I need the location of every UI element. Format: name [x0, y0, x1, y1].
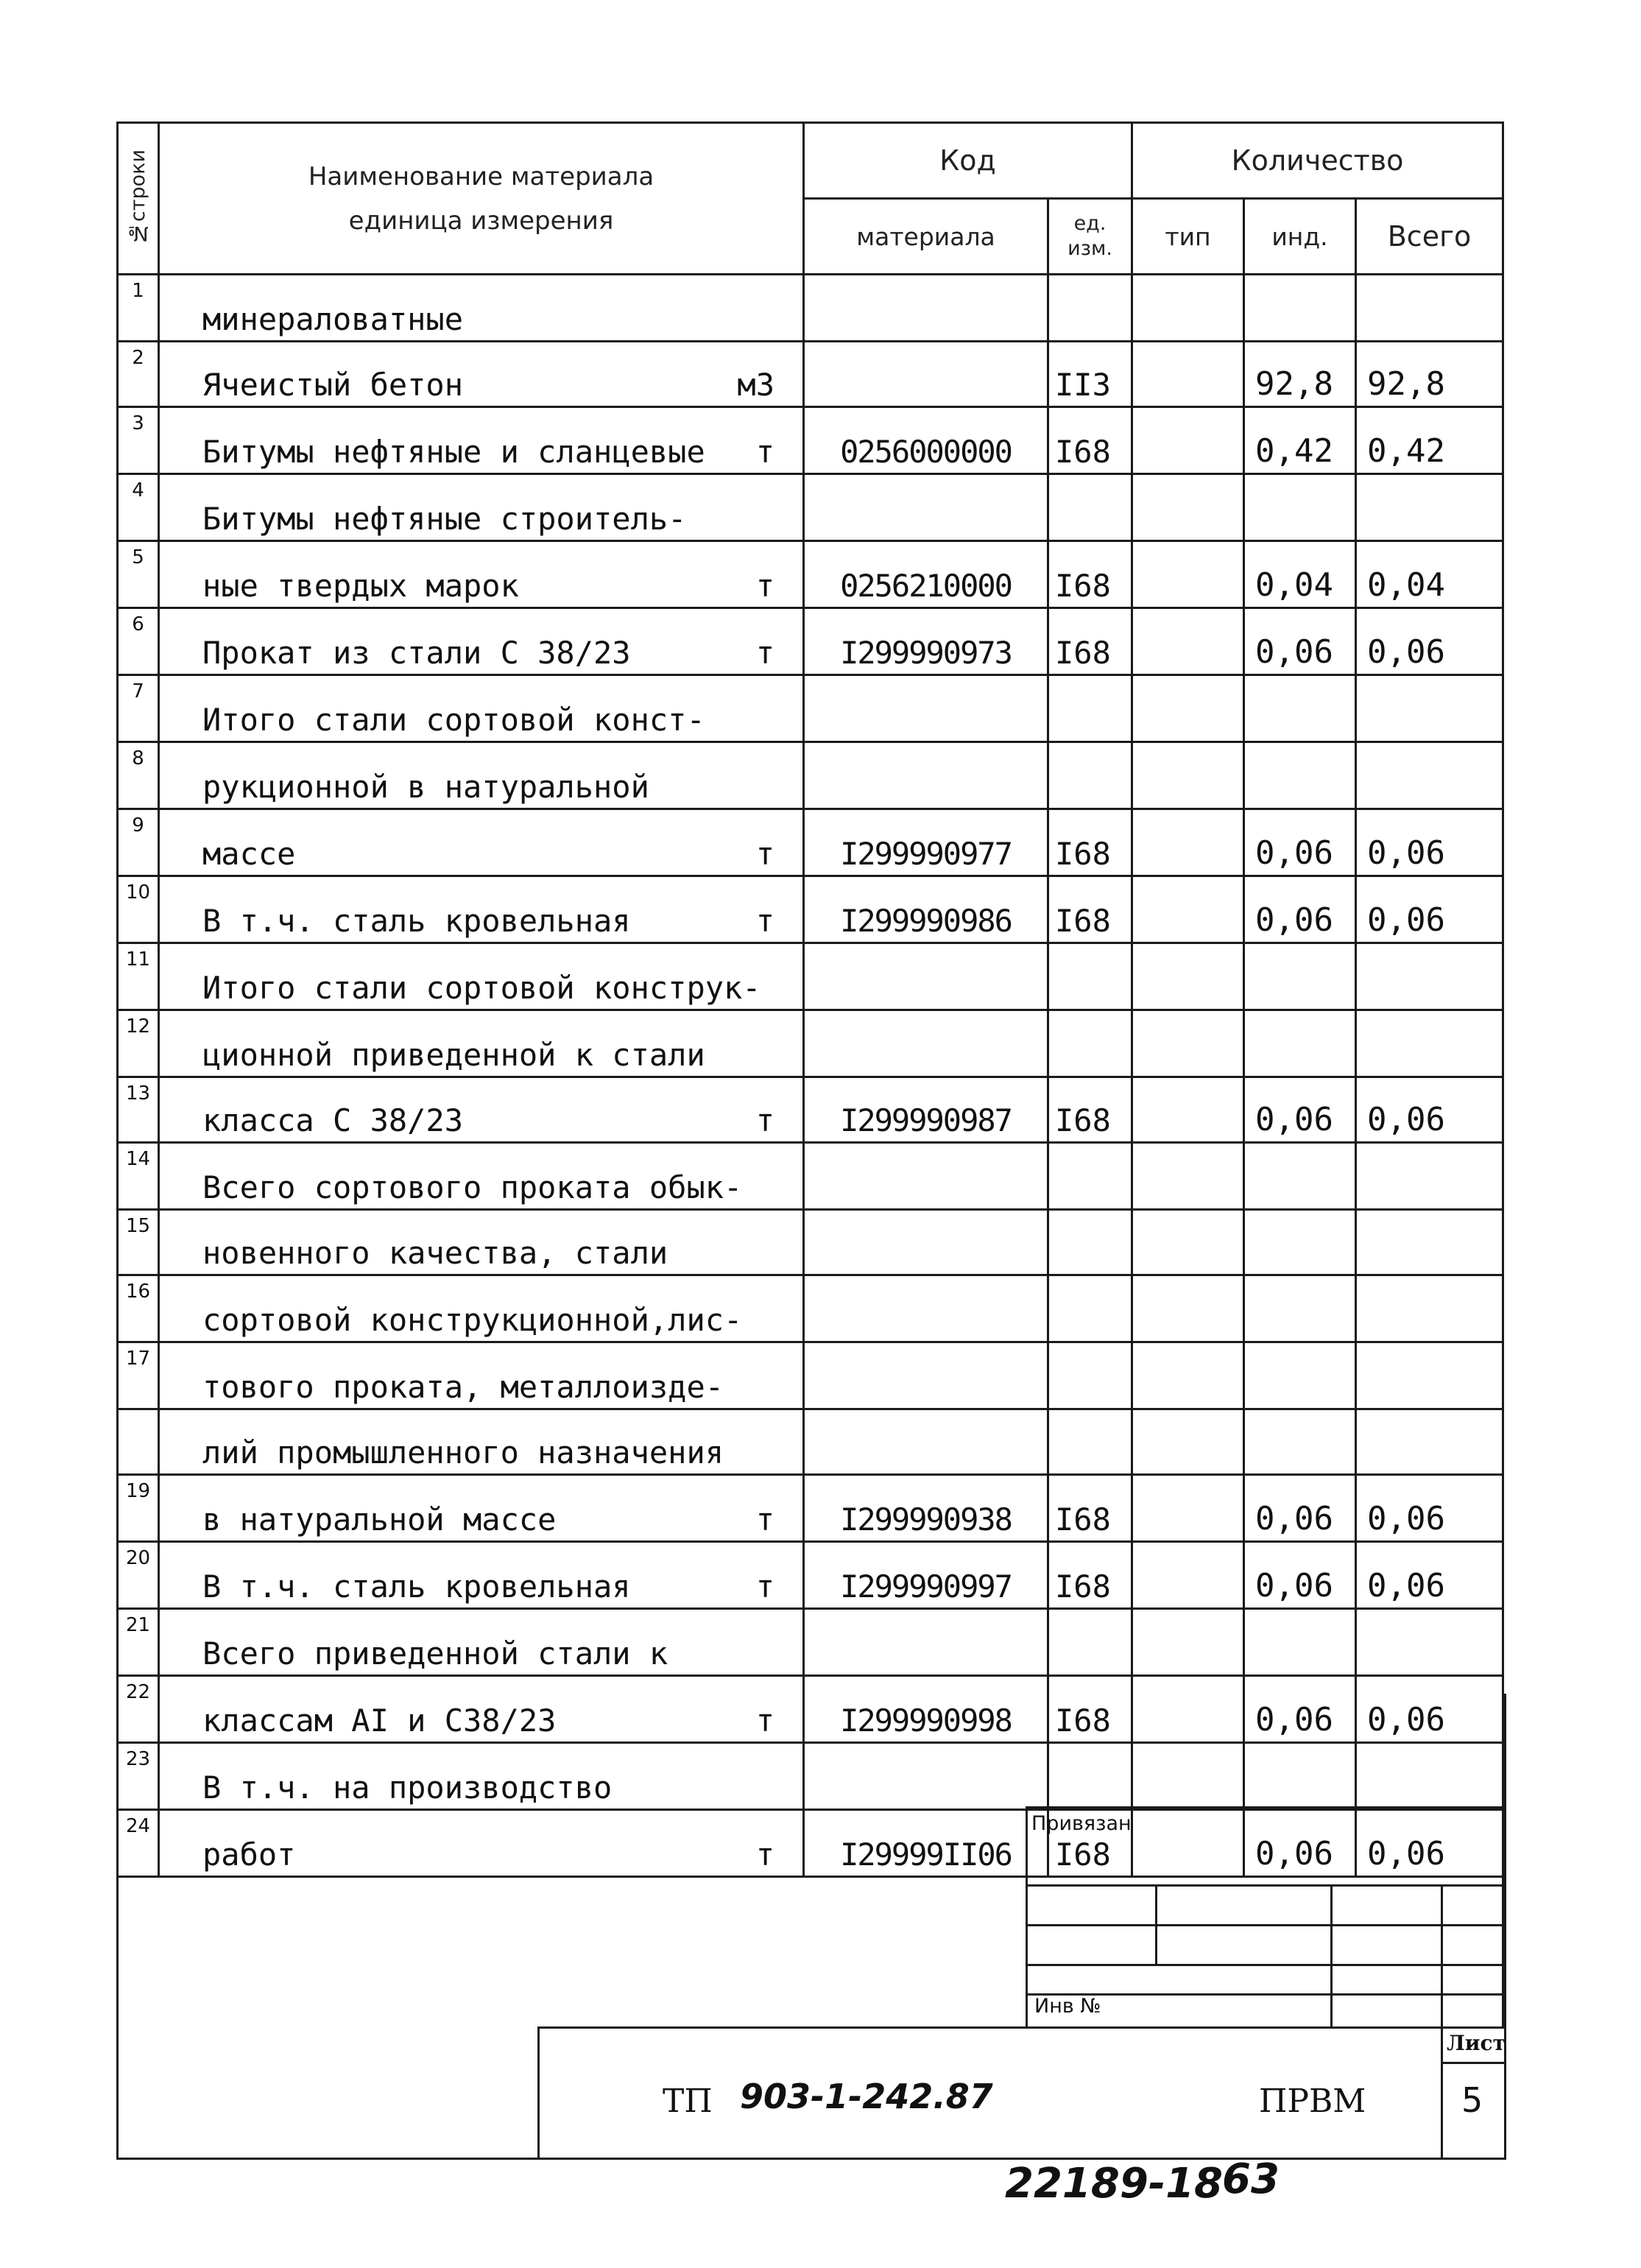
- quantity-total: 0,06: [1356, 809, 1503, 876]
- material-name: [159, 342, 804, 407]
- row-number: 3: [118, 407, 159, 474]
- material-name-text: массе: [202, 836, 296, 872]
- table-row: [118, 1409, 1503, 1475]
- binding-stamp: [1026, 1806, 1504, 2027]
- material-code: [804, 1609, 1048, 1676]
- table-row: [118, 541, 1503, 608]
- quantity-type: [1132, 474, 1244, 541]
- quantity-type: [1132, 742, 1244, 809]
- row-number: [118, 1409, 159, 1475]
- quantity-type: [1132, 1010, 1244, 1077]
- quantity-individual: [1244, 1342, 1356, 1409]
- material-name: [159, 474, 804, 541]
- quantity-type: [1132, 876, 1244, 943]
- unit-code: I68: [1048, 876, 1132, 943]
- quantity-total: [1356, 1010, 1503, 1077]
- stamp-attached-label: Привязан: [1031, 1812, 1132, 1835]
- table-row: [118, 1542, 1503, 1609]
- table-row: [118, 809, 1503, 876]
- quantity-individual: 0,06: [1244, 1676, 1356, 1743]
- row-number: 4: [118, 474, 159, 541]
- unit-code: I68: [1048, 541, 1132, 608]
- material-name-text: Прокат из стали С 38/23: [202, 635, 631, 671]
- sheet-number: 5: [1461, 2080, 1483, 2120]
- material-code: 0256000000: [804, 407, 1048, 474]
- quantity-type: [1132, 1342, 1244, 1409]
- material-name-text: сортовой конструкционной,лис-: [202, 1302, 743, 1338]
- table-row: [118, 1609, 1503, 1676]
- measure-unit: т: [755, 434, 774, 470]
- quantity-individual: 0,04: [1244, 541, 1356, 608]
- quantity-individual: [1244, 1143, 1356, 1210]
- quantity-total: [1356, 1342, 1503, 1409]
- material-name: [159, 809, 804, 876]
- unit-code: I68: [1048, 1077, 1132, 1143]
- material-name-text: В т.ч. сталь кровельная: [202, 1568, 631, 1605]
- quantity-individual: [1244, 474, 1356, 541]
- unit-code: [1048, 1609, 1132, 1676]
- quantity-type: [1132, 1409, 1244, 1475]
- unit-code: [1048, 474, 1132, 541]
- material-code: [804, 1275, 1048, 1342]
- quantity-individual: [1244, 1275, 1356, 1342]
- project-number: 903-1-242.87: [740, 2077, 993, 2116]
- row-number: 15: [118, 1210, 159, 1275]
- material-code: I299990938: [804, 1475, 1048, 1542]
- material-name-text: Всего сортового проката обык-: [202, 1169, 743, 1205]
- quantity-total: [1356, 1275, 1503, 1342]
- quantity-type: [1132, 1275, 1244, 1342]
- material-name: [159, 407, 804, 474]
- material-name-text: ные твердых марок: [202, 568, 519, 604]
- archive-number: 22189-18: [1005, 2160, 1223, 2208]
- row-number: 8: [118, 742, 159, 809]
- quantity-type: [1132, 608, 1244, 675]
- material-code: [804, 1210, 1048, 1275]
- material-code: [804, 474, 1048, 541]
- quantity-individual: [1244, 675, 1356, 742]
- row-number-header-label: №строки: [127, 149, 149, 245]
- row-number: 10: [118, 876, 159, 943]
- quantity-individual: [1244, 742, 1356, 809]
- quantity-individual: 92,8: [1244, 342, 1356, 407]
- material-name-text: В т.ч. на производство: [202, 1769, 613, 1806]
- quantity-individual: 0,06: [1244, 876, 1356, 943]
- material-name: [159, 675, 804, 742]
- quantity-individual-header: инд.: [1244, 199, 1356, 275]
- quantity-type: [1132, 1475, 1244, 1542]
- quantity-total: 0,42: [1356, 407, 1503, 474]
- table-row: [118, 675, 1503, 742]
- quantity-total: 0,06: [1356, 608, 1503, 675]
- table-row: [118, 1210, 1503, 1275]
- row-number: 11: [118, 943, 159, 1010]
- row-number: 1: [118, 275, 159, 342]
- table-row: [118, 474, 1503, 541]
- material-name-text: тового проката, металлоизде-: [202, 1369, 724, 1405]
- name-header-line1: Наименование материала: [308, 161, 654, 191]
- quantity-type: [1132, 407, 1244, 474]
- row-number: 21: [118, 1609, 159, 1676]
- material-name: [159, 1409, 804, 1475]
- material-name: [159, 1010, 804, 1077]
- material-code: [804, 675, 1048, 742]
- row-number: 13: [118, 1077, 159, 1143]
- quantity-total: 0,06: [1356, 1077, 1503, 1143]
- material-name-text: новенного качества, стали: [202, 1235, 668, 1271]
- table-row: [118, 1077, 1503, 1143]
- quantity-total: 0,04: [1356, 541, 1503, 608]
- quantity-type-header: тип: [1132, 199, 1244, 275]
- measure-unit: т: [755, 836, 774, 872]
- unit-code: [1048, 1275, 1132, 1342]
- row-number: 20: [118, 1542, 159, 1609]
- project-prefix: ТП: [663, 2082, 713, 2120]
- quantity-individual: 0,06: [1244, 1077, 1356, 1143]
- material-name-text: классам АI и С38/23: [202, 1702, 557, 1739]
- row-number: 9: [118, 809, 159, 876]
- material-code: [804, 342, 1048, 407]
- table-header-row-1: [118, 123, 1503, 199]
- material-name: [159, 1609, 804, 1676]
- quantity-total: 0,06: [1356, 1676, 1503, 1743]
- material-name-text: лий промышленного назначения: [202, 1434, 724, 1471]
- quantity-total: 92,8: [1356, 342, 1503, 407]
- material-name-text: класса С 38/23: [202, 1102, 464, 1138]
- material-name: [159, 608, 804, 675]
- quantity-individual: 0,06: [1244, 809, 1356, 876]
- quantity-total: [1356, 1210, 1503, 1275]
- unit-code: I68: [1048, 809, 1132, 876]
- quantity-individual: 0,06: [1244, 1810, 1356, 1877]
- quantity-total: 0,06: [1356, 1475, 1503, 1542]
- table-row: [118, 342, 1503, 407]
- quantity-type: [1132, 1077, 1244, 1143]
- quantity-individual: [1244, 1409, 1356, 1475]
- quantity-individual: [1244, 1210, 1356, 1275]
- measure-unit: т: [755, 635, 774, 671]
- material-code: I299990997: [804, 1542, 1048, 1609]
- quantity-type: [1132, 943, 1244, 1010]
- unit-code: [1048, 675, 1132, 742]
- quantity-individual: 0,06: [1244, 1542, 1356, 1609]
- material-name: [159, 1475, 804, 1542]
- material-name-text: Всего приведенной стали к: [202, 1635, 668, 1672]
- quantity-individual: 0,06: [1244, 608, 1356, 675]
- unit-code: [1048, 1210, 1132, 1275]
- row-number: 5: [118, 541, 159, 608]
- unit-code: [1048, 1342, 1132, 1409]
- table-row: [118, 1275, 1503, 1342]
- material-code: [804, 1342, 1048, 1409]
- measure-unit: м3: [737, 367, 774, 403]
- unit-code: II3: [1048, 342, 1132, 407]
- row-number: 23: [118, 1743, 159, 1810]
- unit-code: I68: [1048, 1676, 1132, 1743]
- material-code: [804, 943, 1048, 1010]
- row-number: 22: [118, 1676, 159, 1743]
- material-name-text: Битумы нефтяные и сланцевые: [202, 434, 705, 470]
- unit-code: I68: [1048, 1810, 1132, 1877]
- material-code: I29999II06: [804, 1810, 1048, 1877]
- quantity-type: [1132, 1542, 1244, 1609]
- quantity-total: 0,06: [1356, 1542, 1503, 1609]
- material-code: I299990987: [804, 1077, 1048, 1143]
- unit-code: [1048, 275, 1132, 342]
- quantity-total: 0,06: [1356, 876, 1503, 943]
- material-name-text: работ: [202, 1836, 296, 1873]
- quantity-total: [1356, 742, 1503, 809]
- stamp-inventory-label: Инв №: [1034, 1995, 1101, 2018]
- unit-code: [1048, 943, 1132, 1010]
- quantity-type: [1132, 541, 1244, 608]
- quantity-total: [1356, 943, 1503, 1010]
- material-code: I299990986: [804, 876, 1048, 943]
- measure-unit: т: [755, 1702, 774, 1739]
- material-code: I299990977: [804, 809, 1048, 876]
- unit-code: I68: [1048, 608, 1132, 675]
- material-name: [159, 876, 804, 943]
- row-number: 19: [118, 1475, 159, 1542]
- material-name: [159, 541, 804, 608]
- materials-table: [116, 122, 1504, 1878]
- quantity-individual: [1244, 275, 1356, 342]
- material-code: I299990973: [804, 608, 1048, 675]
- table-row: [118, 608, 1503, 675]
- material-code: I299990998: [804, 1676, 1048, 1743]
- row-number: 17: [118, 1342, 159, 1409]
- unit-code: I68: [1048, 1475, 1132, 1542]
- quantity-total: [1356, 1409, 1503, 1475]
- table-row: [118, 943, 1503, 1010]
- row-number: 7: [118, 675, 159, 742]
- sheet-label: Лист: [1447, 2031, 1506, 2055]
- quantity-type: [1132, 675, 1244, 742]
- unit-code: [1048, 742, 1132, 809]
- row-number-header: [118, 123, 159, 275]
- material-name-text: Битумы нефтяные строитель-: [202, 501, 687, 537]
- table-row: [118, 1475, 1503, 1542]
- material-name: [159, 742, 804, 809]
- material-name-text: Итого стали сортовой конст-: [202, 702, 705, 738]
- quantity-type: [1132, 1210, 1244, 1275]
- table-row: [118, 275, 1503, 342]
- quantity-individual: [1244, 1609, 1356, 1676]
- unit-code: [1048, 1143, 1132, 1210]
- quantity-individual: 0,42: [1244, 407, 1356, 474]
- page-number: 63: [1222, 2155, 1280, 2203]
- row-number: 6: [118, 608, 159, 675]
- quantity-type: [1132, 342, 1244, 407]
- material-name: [159, 943, 804, 1010]
- material-name-text: В т.ч. сталь кровельная: [202, 903, 631, 939]
- code-group-header: Код: [804, 123, 1132, 199]
- table-row: [118, 742, 1503, 809]
- measure-unit: т: [755, 568, 774, 604]
- material-code: [804, 742, 1048, 809]
- material-name: [159, 1143, 804, 1210]
- measure-unit: т: [755, 1836, 774, 1873]
- material-name: [159, 1342, 804, 1409]
- row-number: 16: [118, 1275, 159, 1342]
- row-number: 2: [118, 342, 159, 407]
- measure-unit: т: [755, 903, 774, 939]
- material-code: [804, 1143, 1048, 1210]
- quantity-individual: [1244, 1010, 1356, 1077]
- material-code: [804, 1409, 1048, 1475]
- material-name: [159, 1210, 804, 1275]
- row-number: 14: [118, 1143, 159, 1210]
- row-number: 24: [118, 1810, 159, 1877]
- material-name: [159, 1542, 804, 1609]
- quantity-group-header: Количество: [1132, 123, 1503, 199]
- table-row: [118, 1143, 1503, 1210]
- table-row: [118, 407, 1503, 474]
- document-mark: ПРВМ: [1259, 2082, 1366, 2120]
- unit-code: I68: [1048, 407, 1132, 474]
- quantity-type: [1132, 1143, 1244, 1210]
- measure-unit: т: [755, 1501, 774, 1538]
- quantity-total: [1356, 275, 1503, 342]
- table-row: [118, 1010, 1503, 1077]
- quantity-total: [1356, 1143, 1503, 1210]
- material-name-text: в натуральной массе: [202, 1501, 557, 1538]
- row-number: 12: [118, 1010, 159, 1077]
- quantity-total: 0,06: [1356, 1810, 1503, 1877]
- material-name: [159, 1077, 804, 1143]
- measure-unit: т: [755, 1102, 774, 1138]
- table-row: [118, 876, 1503, 943]
- quantity-type: [1132, 809, 1244, 876]
- material-name-text: минераловатные: [202, 301, 464, 337]
- name-header-line2: единица измерения: [348, 205, 614, 236]
- quantity-total-header: Всего: [1356, 199, 1503, 275]
- material-code: [804, 275, 1048, 342]
- quantity-total: [1356, 474, 1503, 541]
- measure-unit: т: [755, 1568, 774, 1605]
- material-name-text: Итого стали сортовой конструк-: [202, 970, 761, 1006]
- material-name-text: рукционной в натуральной: [202, 769, 649, 805]
- table-row: [118, 1342, 1503, 1409]
- unit-code: I68: [1048, 1542, 1132, 1609]
- material-name-text: Ячеистый бетон: [202, 367, 464, 403]
- quantity-total: [1356, 675, 1503, 742]
- quantity-type: [1132, 1609, 1244, 1676]
- material-name: [159, 275, 804, 342]
- quantity-total: [1356, 1609, 1503, 1676]
- material-code: 0256210000: [804, 541, 1048, 608]
- code-material-header: материала: [804, 199, 1048, 275]
- material-code: [804, 1010, 1048, 1077]
- material-name-text: ционной приведенной к стали: [202, 1037, 705, 1073]
- name-header: [159, 123, 804, 275]
- unit-code: [1048, 1010, 1132, 1077]
- unit-code: [1048, 1409, 1132, 1475]
- material-name: [159, 1275, 804, 1342]
- code-unit-header: ед. изм.: [1048, 199, 1132, 275]
- quantity-type: [1132, 275, 1244, 342]
- quantity-individual: [1244, 943, 1356, 1010]
- quantity-individual: 0,06: [1244, 1475, 1356, 1542]
